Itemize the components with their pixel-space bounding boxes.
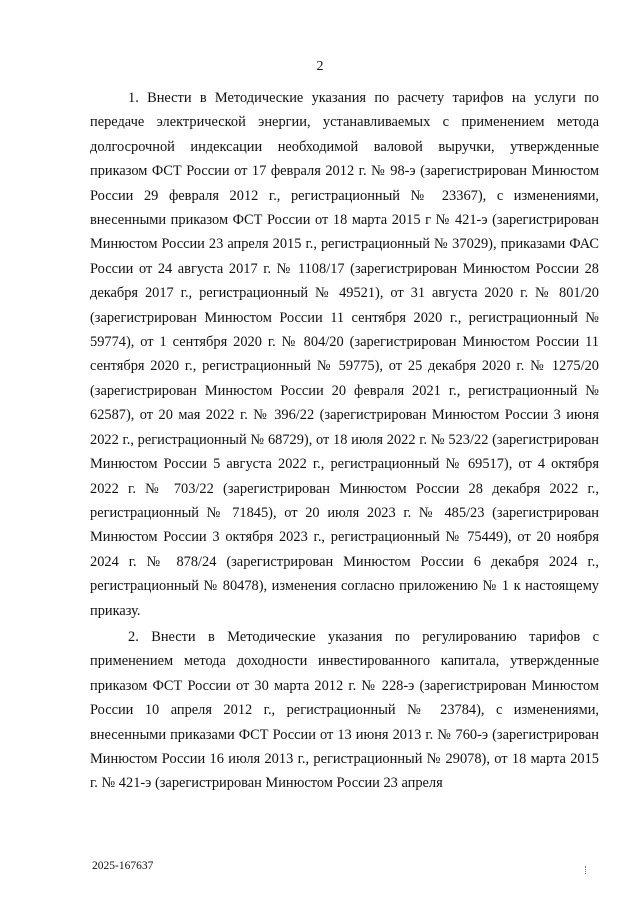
- document-body: [90, 86, 599, 796]
- paragraph-1: 1. Внести в Методические указания по расчету тарифов на услуги по передаче электрической энергии, устанавливаемых с применением метода долгосрочной индексации необходимой валовой выручки, утвержденные приказом ФСТ России от 17 февраля 2012 г. № 98-э (зарегистрирован Минюстом России 29 февраля 2012 г., регистрационный № 23367), с изменениями, внесенными приказом ФСТ России от 18 марта 2015 г № 421-э (зарегистрирован Минюстом России 23 апреля 2015 г., регистрационный № 37029), приказами ФАС России от 24 августа 2017 г. № 1108/17 (зарегистрирован Минюстом России 28 декабря 2017 г., регистрационный № 49521), от 31 августа 2020 г. № 801/20 (зарегистрирован Минюстом России 11 сентября 2020 г., регистрационный № 59774), от 1 сентября 2020 г. № 804/20 (зарегистрирован Минюстом России 11 сентября 2020 г., регистрационный № 59775), от 25 декабря 2020 г. № 1275/20 (зарегистрирован Минюстом России 20 февраля 2021 г., регистрационный № 62587), от 20 мая 2022 г. № 396/22 (зарегистрирован Минюстом России 3 июня 2022 г., регистрационный № 68729), от 18 июля 2022 г. № 523/22 (зарегистрирован Минюстом России 5 августа 2022 г., регистрационный № 69517), от 4 октября 2022 г. № 703/22 (зарегистрирован Минюстом России 28 декабря 2022 г., регистрационный № 71845), от 20 июля 2023 г. № 485/23 (зарегистрирован Минюстом России 3 октября 2023 г., регистрационный № 75449), от 20 ноября 2024 г. № 878/24 (зарегистрирован Минюстом России 6 декабря 2024 г., регистрационный № 80478), изменения согласно приложению № 1 к настоящему приказу.: [90, 90, 599, 619]
- scan-mark: [585, 866, 592, 874]
- page-number: 2: [316, 59, 324, 74]
- paragraph-2: 2. Внести в Методические указания по регулированию тарифов с применением метода доходности инвестированного капитала, утвержденные приказом ФСТ России от 30 марта 2012 г. № 228-э (зарегистрирован Минюстом России 10 апреля 2012 г., регистрационный № 23784), с изменениями, внесенными приказами ФСТ России от 13 июня 2013 г. № 760-э (зарегистрирован Минюстом России 16 июля 2013 г., регистрационный № 29078), от 18 марта 2015 г. № 421-э (зарегистрирован Минюстом России 23 апреля: [90, 628, 599, 792]
- document-id: 2025-167637: [92, 860, 154, 872]
